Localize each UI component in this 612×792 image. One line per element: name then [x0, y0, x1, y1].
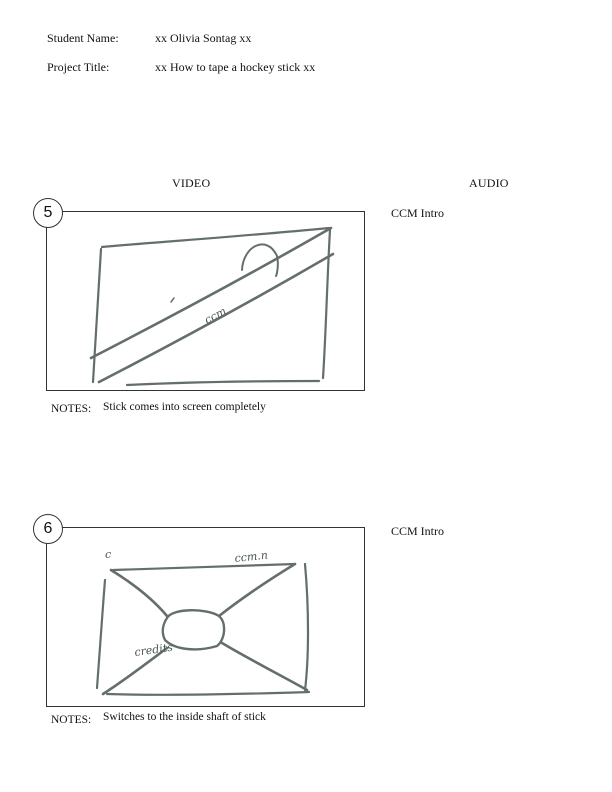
- sketch-stroke: [323, 230, 330, 378]
- sketch-stroke: [219, 564, 295, 616]
- frame-6-notes: Switches to the inside shaft of stick: [103, 711, 266, 723]
- sketch-stroke: [222, 643, 307, 690]
- video-column-header: VIDEO: [172, 176, 211, 190]
- frame-number-6: 6: [33, 514, 63, 544]
- frame-number-5: 5: [33, 198, 63, 228]
- frame-6-sketch: [47, 528, 364, 706]
- sketch-label: ccm: [202, 304, 229, 327]
- frame-5-notes: Stick comes into screen completely: [103, 401, 266, 413]
- storyboard-frame-5: [46, 211, 365, 391]
- project-title-value: xx How to tape a hockey stick xx: [155, 60, 316, 74]
- frame-6-audio: CCM Intro: [391, 524, 445, 538]
- sketch-label-center: credits: [133, 640, 174, 659]
- sketch-label-top: c: [105, 548, 112, 561]
- storyboard-frame-6: [46, 527, 365, 707]
- frame-5-sketch: [47, 212, 364, 390]
- sketch-stroke: [107, 692, 309, 695]
- sketch-stroke: [91, 228, 331, 358]
- sketch-stroke: [93, 249, 101, 382]
- student-name-label: Student Name:: [47, 31, 119, 45]
- sketch-stroke: [305, 564, 308, 690]
- sketch-stroke: [127, 381, 319, 385]
- sketch-stroke: [102, 228, 329, 247]
- student-name-value: xx Olivia Sontag xx: [155, 31, 252, 45]
- sketch-stroke: [171, 298, 174, 302]
- audio-column-header: AUDIO: [469, 176, 509, 190]
- sketch-stroke: [111, 570, 167, 616]
- sketch-stroke: [97, 580, 105, 688]
- frame-6-notes-label: NOTES:: [51, 714, 92, 726]
- frame-5-audio: CCM Intro: [391, 206, 445, 220]
- sketch-stroke: [113, 564, 295, 570]
- project-title-label: Project Title:: [47, 60, 110, 74]
- sketch-label-right: ccm.n: [233, 548, 269, 565]
- frame-5-notes-label: NOTES:: [51, 403, 92, 415]
